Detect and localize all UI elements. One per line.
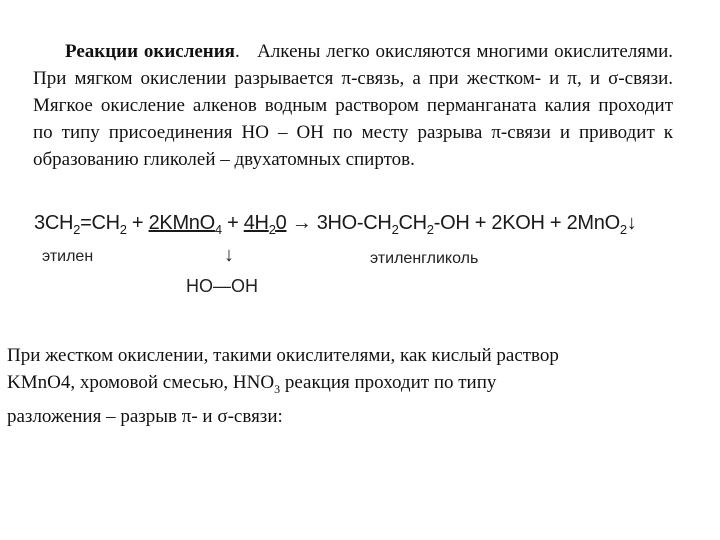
- paragraph-text: Алкены легко окисляются многими окислителями. При мягком окислении разрывается π-связь, а при жестком- и π, и σ-связи. Мягкое окисление алкенов водным раствором перманганата калия проходит по типу присоединения НО – ОН по месту разрыва π-связи и приводит к образованию гликолей – двухатомных спиртов.: [33, 41, 674, 170]
- product-glycol: $3HO-CH_2CH_2-OH$: [316, 212, 470, 237]
- reactant-water: $4H_20$: [243, 212, 287, 237]
- reaction-equation: $3CH_2=CH_2$ + 2KMnO$_4$ + $4H_20 \to 3HO-CH_2CH_2-OH + 2KOH$ + 2MnO$_2$↓: [34, 212, 637, 237]
- down-arrow-icon: ↓: [224, 244, 234, 266]
- product-mno2: 2MnO$_2$↓: [566, 212, 637, 237]
- label-ethylene-glycol: этиленгликоль: [370, 250, 479, 267]
- reaction-arrow: →: [286, 212, 317, 234]
- product-koh: 2KOH: [491, 212, 545, 234]
- para2-line-3: разложения – разрыв π- и σ-связи:: [7, 405, 283, 427]
- heading-punct: .: [234, 41, 240, 62]
- paragraph-mild-oxidation: [33, 38, 673, 173]
- label-hooh: HO—OH: [186, 276, 258, 296]
- reactant-kmno4: 2KMnO$_4$: [148, 212, 222, 237]
- reaction-equation-block: [34, 212, 674, 312]
- para2-line-1: При жестком окислении, такими окислителями, как кислый раствор: [7, 345, 559, 366]
- para2-line-2: KMnO4, хромовой смесью, $HNO_3$ реакция проходит по типу: [7, 372, 497, 396]
- paragraph-hard-oxidation: [7, 342, 685, 430]
- label-ethylene: этилен: [42, 248, 94, 265]
- section-heading: Реакции окисления: [65, 41, 235, 62]
- reactant-ethylene: $3CH_2=CH_2$: [34, 212, 127, 237]
